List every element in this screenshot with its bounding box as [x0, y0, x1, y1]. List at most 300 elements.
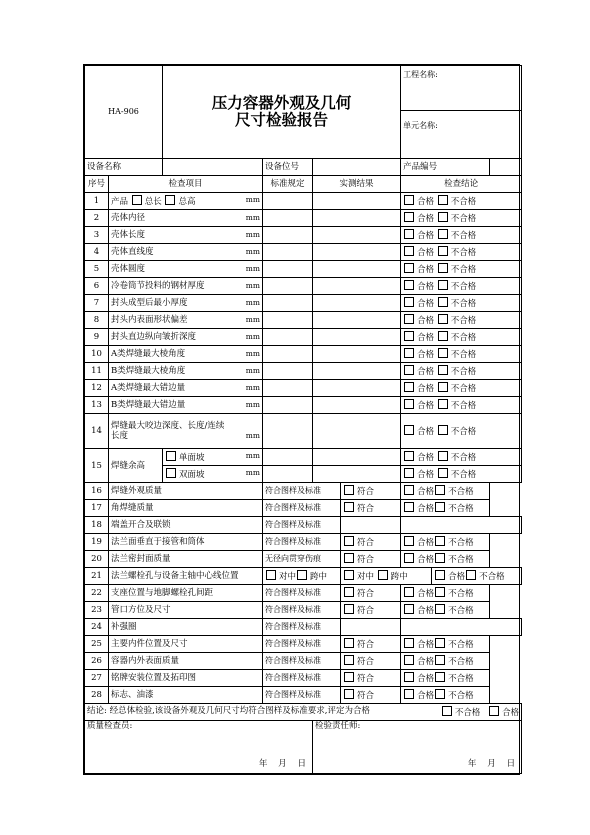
conform-checkbox[interactable]	[344, 672, 354, 682]
total-length-label: 总长	[144, 197, 162, 207]
fail-label: 不合格	[448, 589, 474, 599]
table-row	[85, 227, 522, 244]
form-code: HA-906	[85, 66, 163, 159]
item-label: A类焊缝最大错边量	[111, 383, 186, 393]
conclusion-pass-checkbox[interactable]	[489, 706, 499, 716]
single-slope-label: 单面坡	[179, 453, 205, 463]
row-number: 18	[85, 517, 109, 534]
standard-cell[interactable]	[263, 193, 313, 210]
pass-label: 合格	[417, 367, 435, 377]
conform-checkbox[interactable]	[344, 485, 354, 495]
item-label: B类焊缝最大棱角度	[111, 366, 186, 376]
fail-label: 不合格	[448, 691, 474, 701]
measured-cell[interactable]	[313, 193, 401, 210]
standard-cell[interactable]	[263, 295, 313, 312]
standard-cell[interactable]	[263, 227, 313, 244]
row-number: 26	[85, 653, 109, 670]
pass-checkbox[interactable]	[404, 314, 414, 324]
item-label: 主要内件位置及尺寸	[111, 639, 188, 649]
single-slope-checkbox[interactable]	[166, 451, 176, 461]
fail-checkbox[interactable]	[438, 280, 448, 290]
item-cell	[109, 346, 263, 363]
measured-cell[interactable]	[313, 363, 401, 380]
fail-label: 不合格	[450, 384, 477, 394]
standard-cell: 符合图样及标准	[263, 619, 341, 636]
standard-cell[interactable]	[263, 329, 313, 346]
measured-cell	[341, 585, 401, 602]
measured-cell[interactable]	[313, 346, 401, 363]
standard-cell: 符合图样及标准	[263, 585, 341, 602]
standard-cell[interactable]	[263, 261, 313, 278]
fail-label: 不合格	[450, 470, 477, 480]
row-number: 22	[85, 585, 109, 602]
title-line-1: 压力容器外观及几何	[211, 94, 352, 112]
conform-checkbox[interactable]	[344, 536, 354, 546]
item-label: 补强圈	[111, 622, 137, 632]
conclusion-cell	[401, 193, 522, 210]
row-number: 21	[85, 568, 109, 585]
conclusion-cell	[401, 602, 490, 619]
measured-cell	[341, 670, 401, 687]
date-year: 年	[258, 759, 268, 769]
measured-cell	[341, 687, 401, 704]
item-label: 壳体直线度	[111, 247, 154, 257]
pass-checkbox[interactable]	[404, 485, 414, 495]
item-cell	[109, 500, 263, 517]
fail-label: 不合格	[450, 453, 477, 463]
row-number: 25	[85, 636, 109, 653]
center-result-checkbox[interactable]	[344, 570, 354, 580]
table-row	[85, 278, 522, 295]
conform-label: 符合	[357, 657, 375, 667]
item-label: 产品	[111, 197, 129, 207]
conform-checkbox[interactable]	[344, 689, 354, 699]
item-cell	[109, 244, 263, 261]
title-line-2: 尺寸检验报告	[235, 111, 329, 129]
measured-cell[interactable]	[313, 295, 401, 312]
fail-checkbox[interactable]	[438, 399, 448, 409]
table-row	[85, 653, 522, 670]
device-position-label: 设备位号	[263, 159, 313, 176]
conclusion-pass-label: 合格	[502, 708, 520, 718]
unit-label: mm	[245, 468, 261, 477]
unit-label: mm	[245, 247, 261, 256]
pass-label: 合格	[448, 572, 466, 582]
col-standard: 标准规定	[263, 176, 313, 193]
col-item: 检查项目	[109, 176, 263, 193]
measured-cell	[341, 653, 401, 670]
pass-label: 合格	[417, 555, 435, 565]
pass-checkbox[interactable]	[404, 425, 414, 435]
pass-checkbox[interactable]	[404, 672, 414, 682]
standard-cell[interactable]	[263, 346, 313, 363]
item-cell	[109, 585, 263, 602]
item-label: 壳体圆度	[111, 264, 146, 274]
pass-checkbox[interactable]	[404, 212, 414, 222]
row-number: 13	[85, 397, 109, 414]
row-number: 1	[85, 193, 109, 210]
pass-checkbox[interactable]	[404, 229, 414, 239]
pass-label: 合格	[417, 538, 435, 548]
fail-checkbox[interactable]	[438, 451, 448, 461]
unit-label: mm	[245, 383, 261, 392]
conform-checkbox[interactable]	[344, 502, 354, 512]
item-label: 封头内表面形状偏差	[111, 315, 188, 325]
pass-checkbox[interactable]	[404, 280, 414, 290]
fail-checkbox[interactable]	[435, 689, 445, 699]
conclusion-cell	[401, 380, 522, 397]
fail-checkbox[interactable]	[435, 638, 445, 648]
measured-cell[interactable]	[313, 312, 401, 329]
fail-checkbox[interactable]	[466, 570, 476, 580]
item-label: A类焊缝最大棱角度	[111, 349, 186, 359]
pass-label: 合格	[417, 282, 435, 292]
conclusion-cell	[401, 449, 522, 466]
conform-checkbox[interactable]	[344, 655, 354, 665]
item-label: 法兰密封面质量	[111, 554, 171, 564]
pass-checkbox[interactable]	[404, 246, 414, 256]
fail-checkbox[interactable]	[438, 246, 448, 256]
row-number: 17	[85, 500, 109, 517]
inspection-engineer-cell[interactable]	[313, 721, 522, 774]
pass-label: 合格	[417, 674, 435, 684]
table-row	[85, 295, 522, 312]
table-row	[85, 534, 522, 551]
table-row	[85, 687, 522, 704]
item-cell	[109, 670, 263, 687]
conclusion-cell	[432, 568, 522, 585]
conclusion-cell	[401, 295, 522, 312]
standard-cell[interactable]	[263, 380, 313, 397]
standard-cell: 符合图样及标准	[263, 602, 341, 619]
item-cell	[109, 483, 263, 500]
standard-cell: 无径向贯穿伤痕	[263, 551, 341, 568]
item-label: B类焊缝最大错边量	[111, 400, 186, 410]
table-row	[85, 261, 522, 278]
measured-cell[interactable]	[341, 517, 401, 534]
fail-checkbox[interactable]	[438, 297, 448, 307]
measured-cell	[341, 636, 401, 653]
pass-label: 合格	[417, 333, 435, 343]
table-row	[85, 193, 522, 210]
unit-label: mm	[245, 264, 261, 273]
unit-label: mm	[245, 366, 261, 375]
conform-checkbox[interactable]	[344, 587, 354, 597]
fail-label: 不合格	[450, 401, 477, 411]
item-label: 容器内外表面质量	[111, 656, 180, 666]
pass-checkbox[interactable]	[404, 468, 414, 478]
measured-cell[interactable]	[313, 210, 401, 227]
row-number: 2	[85, 210, 109, 227]
center-label: 对中	[279, 572, 297, 582]
standard-cell: 符合图样及标准	[263, 687, 341, 704]
conform-checkbox[interactable]	[344, 553, 354, 563]
pass-checkbox[interactable]	[404, 399, 414, 409]
pass-label: 合格	[417, 265, 435, 275]
row-number: 9	[85, 329, 109, 346]
standard-cell[interactable]	[263, 278, 313, 295]
measured-cell[interactable]	[313, 466, 401, 483]
item-cell	[109, 653, 263, 670]
measured-cell[interactable]	[313, 329, 401, 346]
pass-checkbox[interactable]	[404, 365, 414, 375]
date-month: 月	[487, 759, 496, 769]
conclusion-cell	[401, 244, 522, 261]
quality-inspector-label: 质量检查员:	[87, 721, 133, 731]
conform-label: 符合	[357, 589, 375, 599]
fail-label: 不合格	[448, 674, 474, 684]
unit-label: mm	[245, 451, 261, 460]
fail-checkbox[interactable]	[438, 229, 448, 239]
conclusion-text: 结论: 经总体检验,该设备外观及几何尺寸均符合图样及标准要求,评定为合格	[87, 706, 370, 716]
conclusion-cell	[401, 397, 522, 414]
row-number: 5	[85, 261, 109, 278]
conform-checkbox[interactable]	[344, 604, 354, 614]
measured-cell[interactable]	[313, 414, 401, 449]
pass-label: 合格	[417, 231, 435, 241]
pass-checkbox[interactable]	[404, 263, 414, 273]
product-no-field[interactable]	[490, 159, 522, 176]
row-number: 24	[85, 619, 109, 636]
table-row	[85, 312, 522, 329]
measured-cell[interactable]	[313, 397, 401, 414]
conclusion-cell[interactable]	[401, 619, 522, 636]
pass-checkbox[interactable]	[404, 536, 414, 546]
standard-cell[interactable]	[263, 244, 313, 261]
span-result-checkbox[interactable]	[378, 570, 388, 580]
conclusion-cell[interactable]	[401, 517, 522, 534]
quality-inspector-cell[interactable]	[85, 721, 313, 774]
measured-cell	[341, 602, 401, 619]
fail-label: 不合格	[450, 299, 477, 309]
pass-checkbox[interactable]	[404, 604, 414, 614]
row-number: 11	[85, 363, 109, 380]
pass-label: 合格	[417, 197, 435, 207]
item-cell	[109, 687, 263, 704]
item-label: 法兰面垂直于接管和筒体	[111, 537, 205, 547]
sub-option	[163, 449, 263, 466]
fail-label: 不合格	[448, 487, 474, 497]
total-length-checkbox[interactable]	[132, 195, 142, 205]
table-row	[85, 636, 522, 653]
pass-label: 合格	[417, 316, 435, 326]
conclusion-cell	[401, 534, 490, 551]
conclusion-cell	[401, 585, 490, 602]
item-cell	[109, 551, 263, 568]
measured-cell[interactable]	[313, 244, 401, 261]
fail-checkbox[interactable]	[435, 604, 445, 614]
row-number: 6	[85, 278, 109, 295]
unit-label: mm	[245, 298, 261, 307]
fail-label: 不合格	[450, 316, 477, 326]
conclusion-fail-checkbox[interactable]	[442, 706, 452, 716]
center-checkbox[interactable]	[266, 570, 276, 580]
pass-checkbox[interactable]	[404, 638, 414, 648]
fail-label: 不合格	[450, 214, 477, 224]
pass-checkbox[interactable]	[404, 587, 414, 597]
conclusion-cell	[401, 653, 490, 670]
conform-label: 符合	[357, 691, 375, 701]
conclusion-cell	[401, 483, 490, 500]
item-cell	[109, 636, 263, 653]
col-seq: 序号	[85, 176, 109, 193]
measured-cell[interactable]	[313, 380, 401, 397]
sub-option	[163, 466, 263, 483]
row-number: 8	[85, 312, 109, 329]
conclusion-cell	[401, 500, 490, 517]
pass-checkbox[interactable]	[404, 331, 414, 341]
measured-cell	[341, 483, 401, 500]
pass-checkbox[interactable]	[404, 297, 414, 307]
inspection-report-form	[83, 64, 520, 775]
pass-checkbox[interactable]	[404, 655, 414, 665]
item-label: 封头成型后最小厚度	[111, 298, 188, 308]
row-number: 28	[85, 687, 109, 704]
standard-cell: 符合图样及标准	[263, 500, 341, 517]
unit-label: mm	[245, 281, 261, 290]
fail-checkbox[interactable]	[438, 314, 448, 324]
pass-checkbox[interactable]	[404, 348, 414, 358]
item-cell	[109, 227, 263, 244]
unit-label: mm	[245, 332, 261, 341]
item-label: 管口方位及尺寸	[111, 605, 171, 615]
pass-checkbox[interactable]	[404, 195, 414, 205]
report-table	[84, 65, 522, 774]
measured-cell[interactable]	[341, 619, 401, 636]
fail-checkbox[interactable]	[435, 553, 445, 563]
device-name-field[interactable]	[163, 159, 263, 176]
fail-label: 不合格	[448, 504, 474, 514]
pass-label: 合格	[417, 504, 435, 514]
item-cell	[109, 534, 263, 551]
measured-cell	[341, 534, 401, 551]
fail-checkbox[interactable]	[435, 587, 445, 597]
unit-label: mm	[245, 431, 261, 440]
table-row	[85, 551, 522, 568]
pass-label: 合格	[417, 401, 435, 411]
row-number: 4	[85, 244, 109, 261]
pass-checkbox[interactable]	[435, 570, 445, 580]
fail-checkbox[interactable]	[435, 502, 445, 512]
fail-checkbox[interactable]	[435, 485, 445, 495]
span-result-label: 跨中	[390, 572, 408, 582]
conclusion-cell	[401, 636, 490, 653]
row-number: 7	[85, 295, 109, 312]
table-row	[85, 414, 522, 449]
standard-cell[interactable]	[263, 466, 313, 483]
item-cell	[109, 517, 263, 534]
conclusion-cell	[401, 551, 490, 568]
fail-label: 不合格	[450, 231, 477, 241]
standard-cell: 符合图样及标准	[263, 636, 341, 653]
pass-label: 合格	[417, 589, 435, 599]
item-cell	[109, 278, 263, 295]
inspection-engineer-label: 检验责任师:	[315, 721, 361, 731]
measured-cell[interactable]	[313, 227, 401, 244]
double-slope-checkbox[interactable]	[166, 468, 176, 478]
unit-name-label: 单元名称:	[403, 121, 438, 130]
pass-label: 合格	[417, 384, 435, 394]
fail-checkbox[interactable]	[438, 212, 448, 222]
pass-checkbox[interactable]	[404, 451, 414, 461]
measured-cell[interactable]	[313, 261, 401, 278]
standard-cell[interactable]	[263, 210, 313, 227]
fail-checkbox[interactable]	[438, 348, 448, 358]
pass-label: 合格	[417, 487, 435, 497]
pass-label: 合格	[417, 606, 435, 616]
fail-checkbox[interactable]	[438, 365, 448, 375]
standard-cell	[263, 568, 341, 585]
fail-checkbox[interactable]	[438, 382, 448, 392]
fail-label: 不合格	[448, 606, 474, 616]
measured-cell[interactable]	[313, 449, 401, 466]
standard-cell: 符合图样及标准	[263, 653, 341, 670]
fail-checkbox[interactable]	[435, 536, 445, 546]
standard-cell[interactable]	[263, 414, 313, 449]
item-cell	[109, 602, 263, 619]
fail-label: 不合格	[450, 282, 477, 292]
pass-label: 合格	[417, 427, 435, 437]
unit-label: mm	[245, 195, 261, 204]
standard-cell[interactable]	[263, 449, 313, 466]
table-row	[85, 363, 522, 380]
fail-checkbox[interactable]	[438, 195, 448, 205]
table-row	[85, 449, 522, 466]
double-slope-label: 双面坡	[179, 470, 205, 480]
date-year: 年	[467, 759, 477, 769]
pass-label: 合格	[417, 214, 435, 224]
item-cell	[109, 329, 263, 346]
pass-checkbox[interactable]	[404, 553, 414, 563]
conform-checkbox[interactable]	[344, 638, 354, 648]
span-checkbox[interactable]	[297, 570, 307, 580]
col-conclusion: 检查结论	[401, 176, 522, 193]
row-number: 10	[85, 346, 109, 363]
page-title	[163, 66, 401, 159]
total-height-checkbox[interactable]	[165, 195, 175, 205]
row-number: 14	[85, 414, 109, 449]
conform-label: 符合	[357, 538, 375, 548]
fail-checkbox[interactable]	[435, 655, 445, 665]
pass-checkbox[interactable]	[404, 689, 414, 699]
standard-cell[interactable]	[263, 397, 313, 414]
conclusion-cell	[401, 687, 490, 704]
device-position-field[interactable]	[313, 159, 401, 176]
inspection-rows	[85, 193, 522, 704]
fail-checkbox[interactable]	[438, 331, 448, 341]
conform-label: 符合	[357, 555, 375, 565]
fail-checkbox[interactable]	[438, 468, 448, 478]
unit-label: mm	[245, 400, 261, 409]
row-number: 19	[85, 534, 109, 551]
item-cell	[109, 619, 263, 636]
pass-checkbox[interactable]	[404, 502, 414, 512]
conclusion-cell	[401, 670, 490, 687]
fail-label: 不合格	[450, 248, 477, 258]
measured-cell[interactable]	[313, 278, 401, 295]
fail-label: 不合格	[448, 657, 474, 667]
fail-checkbox[interactable]	[435, 672, 445, 682]
standard-cell[interactable]	[263, 312, 313, 329]
fail-checkbox[interactable]	[438, 263, 448, 273]
fail-label: 不合格	[450, 427, 477, 437]
span-label: 跨中	[310, 572, 328, 582]
standard-cell[interactable]	[263, 363, 313, 380]
conclusion-cell	[401, 312, 522, 329]
fail-label: 不合格	[448, 538, 474, 548]
pass-checkbox[interactable]	[404, 382, 414, 392]
fail-checkbox[interactable]	[438, 425, 448, 435]
